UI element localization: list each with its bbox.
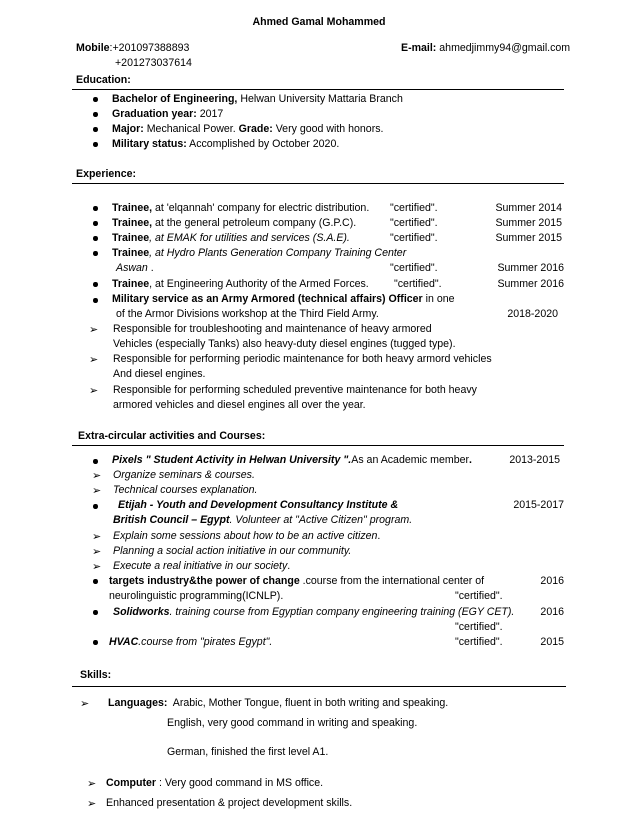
arrow-bullet-icon: ➢ [89, 323, 99, 336]
extra-sub: Execute a real initiative in our society. [113, 560, 291, 572]
exp-resp-1-cont: Vehicles (especially Tanks) also heavy-duty diesel engines (tugged type). [113, 338, 456, 350]
bullet-icon [93, 127, 98, 132]
exp-date: Summer 2016 [497, 278, 564, 290]
extra-targets: targets industry&the power of change .course from the international center of [109, 575, 485, 587]
bullet-icon [93, 142, 98, 147]
exp-item-4: Trainee, at Hydro Plants Generation Company Training Center [112, 247, 407, 259]
bullet-icon [93, 610, 98, 615]
exp-date: Summer 2016 [497, 262, 564, 274]
extra-targets-cont: neurolinguistic programming(ICNLP). [109, 590, 284, 602]
exp-resp-3-cont: armored vehicles and diesel engines all over the year. [113, 399, 366, 411]
bullet-icon [93, 579, 98, 584]
exp-resp-2: Responsible for performing periodic maintenance for both heavy armord vehicles [113, 353, 492, 365]
experience-title: Experience: [76, 168, 137, 180]
exp-certified: "certified". [394, 278, 442, 290]
extra-date: 2015-2017 [513, 499, 564, 511]
arrow-bullet-icon: ➢ [87, 797, 97, 810]
exp-certified: "certified". [390, 232, 438, 244]
exp-item-2: Trainee, at the general petroleum company (G.P.C). [112, 217, 357, 229]
skills-computer: Computer : Very good command in MS office. [106, 777, 324, 789]
extra-title: Extra-circular activities and Courses: [78, 430, 266, 442]
skills-rule [72, 686, 566, 687]
extra-sub: Explain some sessions about how to be an active citizen. [113, 530, 381, 542]
experience-rule [72, 183, 564, 184]
bullet-icon [93, 97, 98, 102]
exp-date: Summer 2014 [495, 202, 562, 214]
extra-solidworks: Solidworks. training course from Egyptian company engineering training (EGY CET). [113, 606, 515, 618]
arrow-bullet-icon: ➢ [92, 545, 102, 558]
education-title: Education: [76, 74, 131, 86]
extra-sub: Planning a social action initiative in our community. [113, 545, 352, 557]
education-rule [72, 89, 564, 90]
bullet-icon [93, 206, 98, 211]
bullet-icon [93, 251, 98, 256]
extra-hvac: HVAC.course from "pirates Egypt". [109, 636, 273, 648]
exp-military-cont: of the Armor Divisions workshop at the Third Field Army. [116, 308, 379, 320]
exp-date: Summer 2015 [495, 232, 562, 244]
extra-sub: Organize seminars & courses. [113, 469, 255, 481]
extra-etijah-cont: British Council – Egypt. Volunteer at "Active Citizen" program. [113, 514, 413, 526]
exp-certified: "certified". [390, 217, 438, 229]
extra-certified: "certified". [455, 636, 503, 648]
exp-item-3: Trainee, at EMAK for utilities and services (S.A.E). [112, 232, 350, 244]
extra-certified: "certified". [455, 621, 503, 633]
arrow-bullet-icon: ➢ [92, 560, 102, 573]
extra-rule [72, 445, 564, 446]
skills-presentation: Enhanced presentation & project development skills. [106, 797, 353, 809]
arrow-bullet-icon: ➢ [92, 469, 102, 482]
skills-languages: Languages: Arabic, Mother Tongue, fluent in both writing and speaking. [108, 697, 449, 709]
arrow-bullet-icon: ➢ [87, 777, 97, 790]
bullet-icon [93, 282, 98, 287]
exp-date: 2018-2020 [507, 308, 558, 320]
arrow-bullet-icon: ➢ [80, 697, 90, 710]
extra-date: 2013-2015 [509, 454, 560, 466]
extra-certified: "certified". [455, 590, 503, 602]
arrow-bullet-icon: ➢ [89, 353, 99, 366]
exp-resp-2-cont: And diesel engines. [113, 368, 206, 380]
extra-date: 2016 [540, 606, 564, 618]
extra-sub: Technical courses explanation. [113, 484, 258, 496]
bullet-icon [93, 640, 98, 645]
exp-military: Military service as an Army Armored (technical affairs) Officer in one [112, 293, 455, 305]
arrow-bullet-icon: ➢ [92, 530, 102, 543]
bullet-icon [93, 221, 98, 226]
bullet-icon [93, 504, 98, 509]
exp-item-1: Trainee, at 'elqannah' company for electric distribution. [112, 202, 370, 214]
skills-lang-german: German, finished the first level A1. [167, 746, 329, 758]
bullet-icon [93, 459, 98, 464]
edu-major: Major: Mechanical Power. Grade: Very good with honors. [112, 123, 384, 135]
edu-grad: Graduation year: 2017 [112, 108, 224, 120]
exp-certified: "certified". [390, 202, 438, 214]
arrow-bullet-icon: ➢ [92, 484, 102, 497]
extra-date: 2016 [540, 575, 564, 587]
exp-item-5: Trainee, at Engineering Authority of the Armed Forces. [112, 278, 369, 290]
extra-etijah: Etijah - Youth and Development Consultancy Institute & [118, 499, 399, 511]
arrow-bullet-icon: ➢ [89, 384, 99, 397]
bullet-icon [93, 298, 98, 303]
exp-item-4-cont: Aswan . [116, 262, 154, 274]
exp-resp-3: Responsible for performing scheduled preventive maintenance for both heavy [113, 384, 477, 396]
edu-military: Military status: Accomplished by October 2020. [112, 138, 340, 150]
edu-degree: Bachelor of Engineering, Helwan University Mattaria Branch [112, 93, 403, 105]
skills-title: Skills: [80, 669, 112, 681]
bullet-icon [93, 112, 98, 117]
exp-certified: "certified". [390, 262, 438, 274]
bullet-icon [93, 236, 98, 241]
exp-date: Summer 2015 [495, 217, 562, 229]
resume-name: Ahmed Gamal Mohammed [252, 16, 386, 28]
exp-resp-1: Responsible for troubleshooting and maintenance of heavy armored [113, 323, 432, 335]
email-line: E-mail: ahmedjimmy94@gmail.com [401, 42, 571, 54]
skills-lang-english: English, very good command in writing and speaking. [167, 717, 418, 729]
extra-pixels: Pixels " Student Activity in Helwan University ".As an Academic member. [112, 454, 472, 466]
mobile-second: +201273037614 [115, 57, 192, 69]
extra-date: 2015 [540, 636, 564, 648]
mobile-line: Mobile:+201097388893 [76, 42, 190, 54]
